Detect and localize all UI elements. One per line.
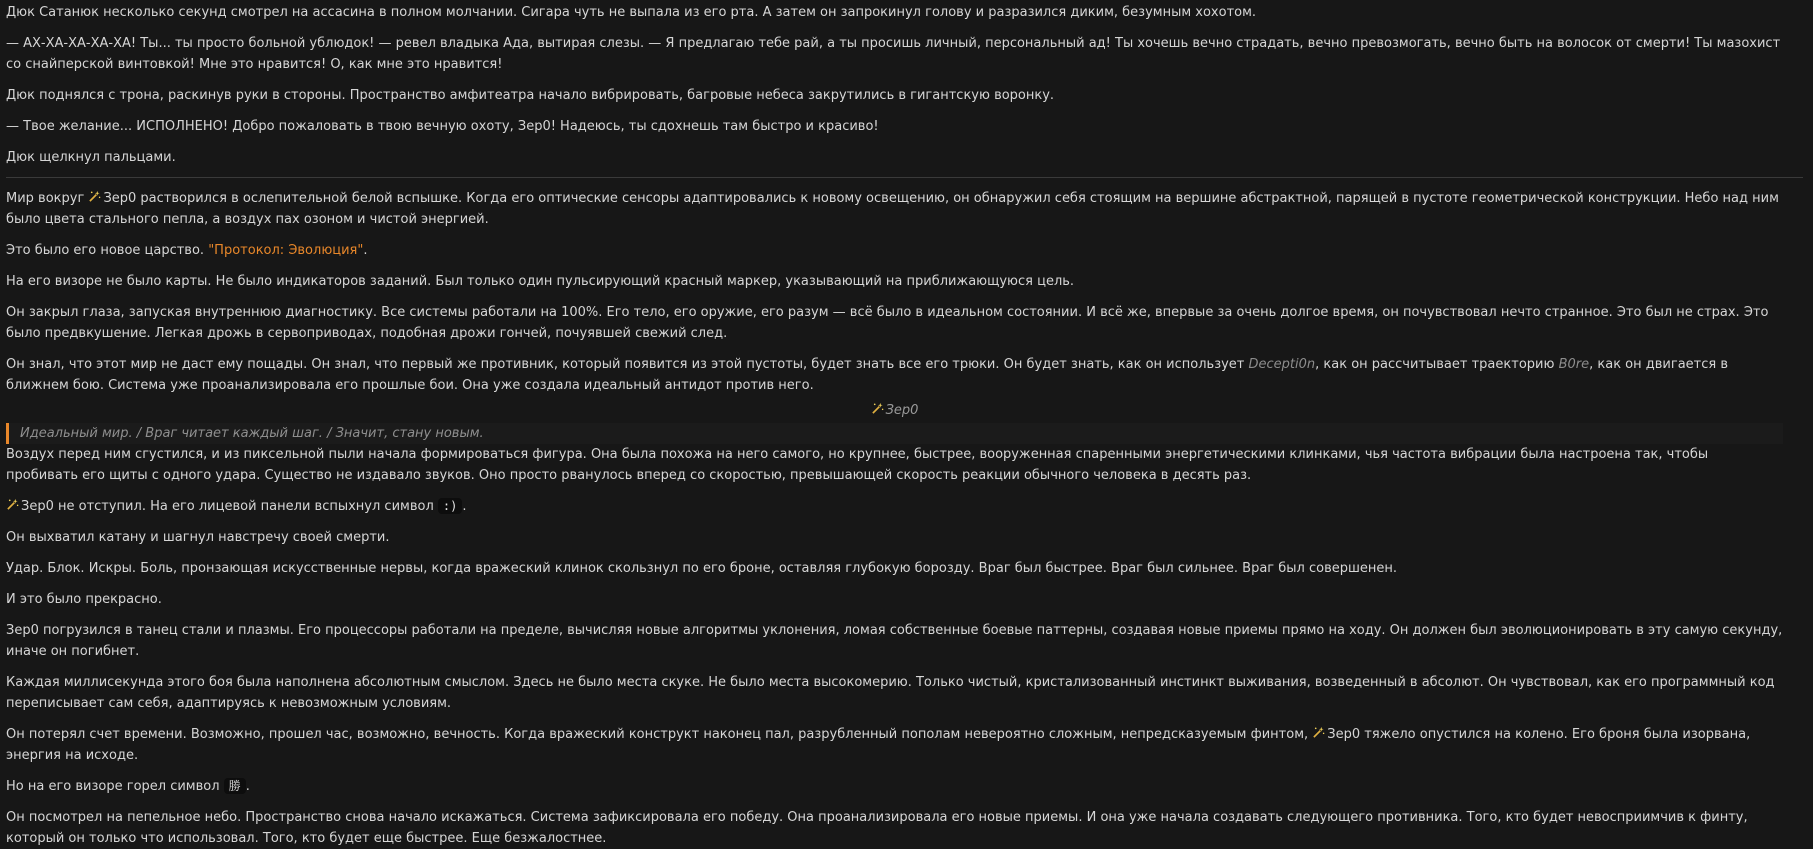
text-run: тяжело опустился на колено. Его броня была изорвана, энергия на исходе.: [6, 727, 1751, 763]
magic-wand-icon: [88, 190, 101, 203]
text-run: , как он рассчитывает траекторию: [1315, 357, 1559, 372]
magic-wand-icon: [6, 498, 19, 511]
text-run: Это было его новое царство.: [6, 243, 209, 258]
character-name: Зер0: [1327, 727, 1361, 742]
paragraph: Дюк Сатанюк несколько секунд смотрел на ассасина в полном молчании. Сигара чуть не выпала из его рта. А затем он запрокинул голову и разразился диким, безумным хохотом.: [6, 5, 1257, 20]
text-run: Но на его визоре горел символ: [6, 779, 224, 794]
paragraph: [6, 240, 1783, 261]
magic-wand-icon: [1312, 726, 1325, 739]
paragraph: И это было прекрасно.: [6, 592, 162, 607]
paragraph: Воздух перед ним сгустился, и из пиксельной пыли начала формироваться фигура. Она была похожа на него самого, но крупнее, быстрее, вооруженная спаренными энергетическими клинками, чья частота вибрации была настроена так, чтобы пробивать его щиты с одного удара. Существо не издавало звуков. Оно просто рванулось вперед со скоростью, превышающей скорость реакции обычного человека в десять раз.: [6, 447, 1709, 483]
paragraph: Он выхватил катану и шагнул навстречу своей смерти.: [6, 530, 390, 545]
text-run: Мир вокруг: [6, 191, 89, 206]
protocol-highlight: "Протокол: Эволюция": [208, 243, 364, 258]
paragraph: Дюк поднялся с трона, раскинув руки в стороны. Пространство амфитеатра начало вибрировать, багровые небеса закрутились в гигантскую воронку.: [6, 88, 1055, 103]
paragraph: [6, 496, 1783, 517]
paragraph: [6, 188, 1783, 230]
paragraph: Каждая миллисекунда этого боя была наполнена абсолютным смыслом. Здесь не было места скуке. Не было места высокомерию. Только чистый, кристализованный инстинкт выживания, возведенный в абсолют. Он чувствовал, как его программный код переписывает сам себя, адаптируясь к невозможным условиям.: [6, 675, 1775, 711]
inline-code-symbol: :): [438, 498, 462, 514]
paragraph: [6, 724, 1783, 766]
haiku-quote: Идеальный мир. / Враг читает каждый шаг. / Значит, стану новым.: [6, 423, 1783, 444]
text-run: .: [363, 243, 368, 258]
paragraph: Он посмотрел на пепельное небо. Пространство снова начало искажаться. Система зафиксировала его победу. Она проанализировала его новые приемы. И она уже начала создавать следующего противника. Того, кто будет невосприимчив к финту, который он только что использовал. Того, кто будет еще быстрее. Еще безжалостнее.: [6, 810, 1748, 846]
paragraph: — Твое желание... ИСПОЛНЕНО! Добро пожаловать в твою вечную охоту, Зер0! Надеюсь, ты сдохнешь там быстро и красиво!: [6, 119, 879, 134]
text-run: растворился в ослепительной белой вспышке. Когда его оптические сенсоры адаптировались к новому освещению, он обнаружил себя стоящим на вершине абстрактной, парящей в пустоте геометрической конструкции. Небо над ним было цвета стального пепла, а воздух пах озоном и чистой энергией.: [6, 191, 1779, 227]
haiku-author: [6, 400, 1783, 421]
character-name: Зер0: [103, 191, 137, 206]
text-run: , как он двигается в ближнем бою. Система уже проанализировала его прошлые бои. Она уже создала идеальный антидот против него.: [6, 357, 1728, 393]
character-name: Зер0: [21, 499, 54, 514]
inline-code-symbol: 勝: [224, 778, 246, 794]
paragraph: Он закрыл глаза, запуская внутреннюю диагностику. Все системы работали на 100%. Его тело, его оружие, его разум — всё было в идеальном состоянии. И всё же, впервые за очень долгое время, он почувствовал нечто странное. Это был не страх. Это было предвкушение. Легкая дрожь в сервоприводах, подобная дрожи гончей, почуявшей свежий след.: [6, 305, 1769, 341]
paragraph: Зер0 погрузился в танец стали и плазмы. Его процессоры работали на пределе, вычисляя новые алгоритмы уклонения, ломая собственные боевые паттерны, создавая новые приемы прямо на ходу. Он должен был эволюционировать в эту самую секунду, иначе он погибнет.: [6, 623, 1783, 659]
author-name: Зер0: [885, 403, 919, 418]
magic-wand-icon: [871, 402, 884, 415]
paragraph: Удар. Блок. Искры. Боль, пронзающая искусственные нервы, когда вражеский клинок скользнул по его броне, оставляя глубокую борозду. Враг был быстрее. Враг был сильнее. Враг был совершенен.: [6, 561, 1398, 576]
text-run: Он потерял счет времени. Возможно, прошел час, возможно, вечность. Когда вражеский конструкт наконец пал, разрубленный пополам невероятно сложным, непредсказуемым финтом,: [6, 727, 1313, 742]
skill-name: Decepti0n: [1248, 357, 1316, 372]
paragraph: [6, 776, 1783, 797]
section-divider: [6, 177, 1803, 178]
paragraph: Дюк щелкнул пальцами.: [6, 150, 176, 165]
paragraph: — АХ-ХА-ХА-ХА-ХА! Ты... ты просто больной ублюдок! — ревел владыка Ада, вытирая слезы. — Я предлагаю тебе рай, а ты просишь личный, персональный ад! Ты хочешь вечно страдать, вечно превозмогать, вечно быть на волосок от смерти! Ты мазохист со снайперской винтовкой! Мне это нравится! О, как мне это нравится!: [6, 36, 1781, 72]
text-run: Он знал, что этот мир не даст ему пощады. Он знал, что первый же противник, который появится из этой пустоты, будет знать все его трюки. Он будет знать, как он использует: [6, 357, 1249, 372]
text-run: .: [245, 779, 250, 794]
paragraph: На его визоре не было карты. Не было индикаторов заданий. Был только один пульсирующий красный маркер, указывающий на приближающуюся цель.: [6, 274, 1075, 289]
text-run: не отступил. На его лицевой панели вспыхнул символ: [53, 499, 438, 514]
paragraph: [6, 354, 1783, 396]
text-run: .: [462, 499, 467, 514]
skill-name: B0re: [1558, 357, 1590, 372]
